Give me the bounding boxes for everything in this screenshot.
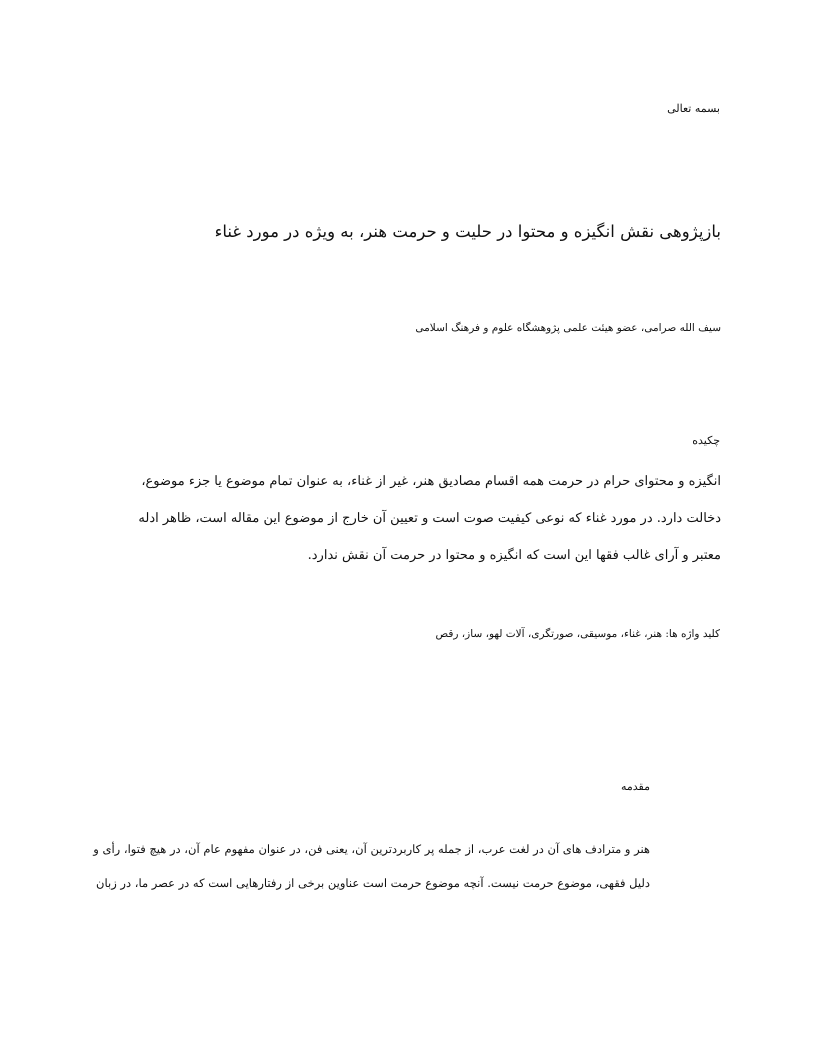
abstract-heading: چکیده [692,434,720,447]
abstract-line-1: انگیزه و محتوای حرام در حرمت همه اقسام مصادیق هنر، غیر از غناء، به عنوان تمام موضوع یا جزء موضوع، [141,474,721,489]
introduction-heading: مقدمه [620,780,650,793]
document-title: بازپژوهی نقش انگیزه و محتوا در حلیت و حرمت هنر، به ویژه در مورد غناء [214,222,721,241]
bismillah-heading: بسمه تعالی [667,102,720,115]
introduction-line-2: دلیل فقهی، موضوع حرمت نیست. آنچه موضوع حرمت است عناوین برخی از رفتارهایی است که در عصر ما، در زبان [96,876,650,890]
author-line: سیف الله صرامی، عضو هیئت علمی پژوهشگاه علوم و فرهنگ اسلامی [415,322,721,334]
keywords-line: کلید واژه ها: هنر، غناء، موسیقی، صورتگری، آلات لهو، ساز، رقص [435,628,720,640]
introduction-line-1: هنر و مترادف های آن در لغت عرب، از جمله پر کاربردترین آن، یعنی فن، در عنوان مفهوم عام آن، در هیچ فتوا، رأی و [93,842,650,856]
abstract-line-3: معتبر و آرای غالب فقها این است که انگیزه و محتوا در حرمت آن نقش ندارد. [307,548,721,563]
abstract-line-2: دخالت دارد. در مورد غناء که نوعی کیفیت صوت است و تعیین آن خارج از موضوع این مقاله است، ظاهر ادله [138,511,721,526]
